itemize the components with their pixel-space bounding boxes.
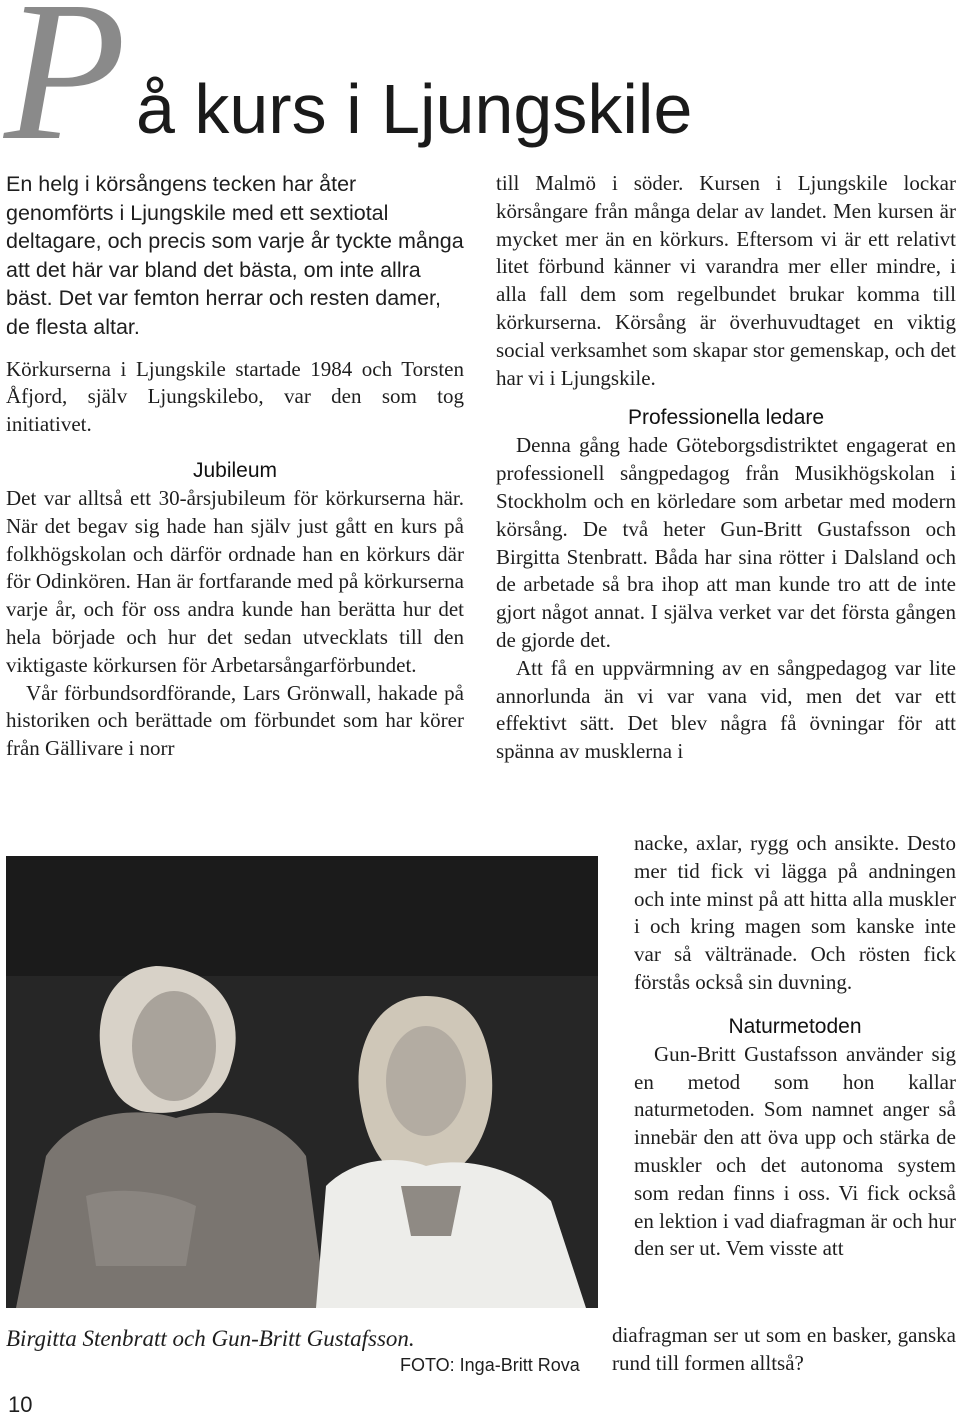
body-paragraph: till Malmö i söder. Kursen i Ljungskile lockar körsångare från många delar av landet. Men kursen är mycket mer än en körkurs. Eftersom vi är ett relativt litet förbund känner vi varandra mer eller mindre, i alla fall dem som regelbundet brukar komma till körkurserna. Körsång är överhuvudtaget en viktig social verksamhet som skapar stor gemenskap, och det har vi i Ljungskile.: [496, 171, 956, 390]
photo-credit: FOTO: Inga-Britt Rova: [400, 1355, 580, 1375]
body-paragraph: Det var alltså ett 30-årsjubileum för körkurserna här. När det begav sig hade han själv just gått en kurs på folkhögskolan och därför ordnade han en körkurs där för Odinkören. Han är fortfarande med på körkurserna varje år, och för oss andra kunde han berätta hur det hela började och hur det sedan utvecklats till den viktigaste körkursen för Arbetarsångarförbundet.: [6, 485, 464, 677]
column-left: [6, 170, 464, 763]
body-paragraph: Att få en uppvärmning av en sångpedagog var lite annorlunda än vi var vana vid, men det var ett effektivt sätt. Det blev några få övningar för att spänna av musklerna i: [496, 655, 956, 764]
body-paragraph: diafragman ser ut som en basker, ganska rund till formen alltså?: [612, 1323, 956, 1375]
subheading-jubileum: Jubileum: [192, 458, 278, 482]
title-dropcap: P: [4, 0, 127, 182]
column-right-narrow: [634, 830, 956, 1263]
body-paragraph: Gun-Britt Gustafsson använder sig en metod som hon kallar naturmetoden. Som namnet anger så innebär den att öva upp och stärka de muskler och det autonoma system som redan finns i oss. Vi fick också en lektion i vad diafragman är och hur den ser ut. Vem visste att: [634, 1041, 956, 1261]
article-title: å kurs i Ljungskile: [136, 70, 693, 148]
body-paragraph: Vår förbundsordförande, Lars Grönwall, hakade på historiken och berättade om förbundet som har körer från Gällivare i norr: [6, 680, 464, 761]
page-number: 10: [8, 1392, 33, 1417]
body-paragraph: nacke, axlar, rygg och ansikte. Desto mer tid fick vi lägga på andningen och inte minst på att hitta alla muskler i och kring magen som kanske inte var så vältränade. Och rösten fick förstås också sin duvning.: [634, 831, 956, 994]
photo-caption: Birgitta Stenbratt och Gun-Britt Gustafsson.: [6, 1326, 415, 1351]
body-paragraph: Körkurserna i Ljungskile startade 1984 och Torsten Åfjord, själv Ljungskilebo, var den som tog initiativet.: [6, 356, 464, 437]
photo-two-women: [6, 856, 598, 1308]
body-paragraph: Denna gång hade Göteborgsdistriktet engagerat en professionell sångpedagog från Musikhögskolan i Stockholm och en körledare som arbetar med modern körsång. De två heter Gun-Britt Gustafsson och Birgitta Stenbratt. Båda har sina rötter i Dalsland och de arbetade så bra ihop att man kunde tro att de inte gjort något annat. I själva verket var det första gången de gjorde det.: [496, 433, 956, 652]
lead-paragraph: En helg i körsångens tecken har åter genomförts i Ljungskile med ett sextiotal deltagare, och precis som varje år tyckte många att det här var bland det bästa, om inte allra bäst. Det var femton herrar och resten damer, de flesta altar.: [6, 172, 464, 339]
column-right: [496, 170, 956, 766]
subheading-professionella-ledare: Professionella ledare: [627, 406, 825, 430]
subheading-naturmetoden: Naturmetoden: [728, 1014, 862, 1038]
photo-illustration: [6, 856, 598, 1308]
column-right-bottom: [612, 1322, 956, 1378]
